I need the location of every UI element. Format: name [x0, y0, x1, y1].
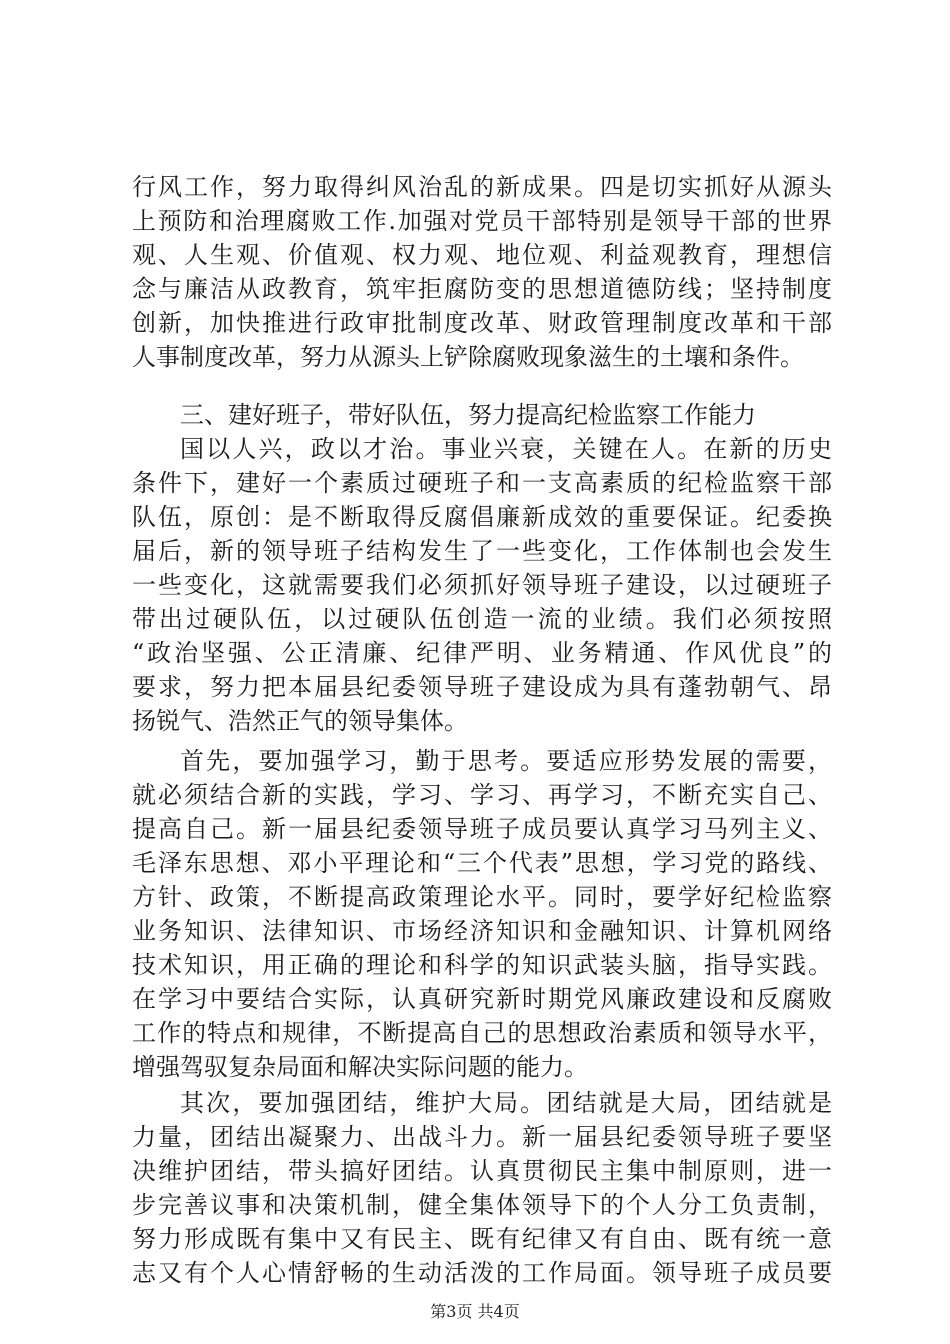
text-line: 条件下，建好一个素质过硬班子和一支高素质的纪检监察干部	[132, 469, 832, 497]
text-line: 要求，努力把本届县纪委领导班子建设成为具有蓬勃朝气、昂	[132, 673, 832, 701]
text-line: 队伍，原创：是不断取得反腐倡廉新成效的重要保证。纪委换	[132, 503, 832, 531]
text-line: “政治坚强、公正清廉、纪律严明、业务精通、作风优良”的	[132, 639, 832, 667]
text-line: 创新，加快推进行政审批制度改革、财政管理制度改革和干部	[132, 309, 832, 337]
text-line: 就必须结合新的实践，学习、学习、再学习，不断充实自己、	[132, 781, 832, 809]
text-line: 首先，要加强学习，勤于思考。要适应形势发展的需要，	[180, 747, 832, 775]
text-line: 其次，要加强团结，维护大局。团结就是大局，团结就是	[180, 1089, 832, 1117]
text-line: 行风工作，努力取得纠风治乱的新成果。四是切实抓好从源头	[132, 173, 832, 201]
text-line: 国以人兴，政以才治。事业兴衰，关键在人。在新的历史	[180, 435, 832, 463]
text-line: 步完善议事和决策机制，健全集体领导下的个人分工负责制，	[132, 1191, 832, 1219]
text-line: 努力形成既有集中又有民主、既有纪律又有自由、既有统一意	[132, 1225, 832, 1253]
text-line: 业务知识、法律知识、市场经济知识和金融知识、计算机网络	[132, 917, 832, 945]
text-line: 毛泽东思想、邓小平理论和“三个代表”思想，学习党的路线、	[132, 849, 832, 877]
text-line: 在学习中要结合实际，认真研究新时期党风廉政建设和反腐败	[132, 985, 832, 1013]
text-line: 带出过硬队伍，以过硬队伍创造一流的业绩。我们必须按照	[132, 605, 832, 633]
text-line: 提高自己。新一届县纪委领导班子成员要认真学习马列主义、	[132, 815, 832, 843]
text-line: 上预防和治理腐败工作.加强对党员干部特别是领导干部的世界	[132, 207, 832, 235]
page-number-footer: 第3页 共4页	[430, 1302, 520, 1321]
text-line: 念与廉洁从政教育，筑牢拒腐防变的思想道德防线；坚持制度	[132, 275, 832, 303]
text-line: 力量，团结出凝聚力、出战斗力。新一届县纪委领导班子要坚	[132, 1123, 832, 1151]
section-heading: 三、建好班子，带好队伍，努力提高纪检监察工作能力	[180, 401, 756, 429]
text-line: 届后，新的领导班子结构发生了一些变化，工作体制也会发生	[132, 537, 832, 565]
text-line: 观、人生观、价值观、权力观、地位观、利益观教育，理想信	[132, 241, 832, 269]
text-line: 人事制度改革，努力从源头上铲除腐败现象滋生的土壤和条件。	[132, 343, 804, 371]
text-line: 工作的特点和规律，不断提高自己的思想政治素质和领导水平，	[132, 1019, 832, 1047]
text-line: 增强驾驭复杂局面和解决实际问题的能力。	[132, 1053, 588, 1081]
text-line: 志又有个人心情舒畅的生动活泼的工作局面。领导班子成员要	[132, 1259, 832, 1287]
text-line: 一些变化，这就需要我们必须抓好领导班子建设，以过硬班子	[132, 571, 832, 599]
text-line: 技术知识，用正确的理论和科学的知识武装头脑，指导实践。	[132, 951, 832, 979]
text-line: 决维护团结，带头搞好团结。认真贯彻民主集中制原则，进一	[132, 1157, 832, 1185]
text-line: 方针、政策，不断提高政策理论水平。同时，要学好纪检监察	[132, 883, 832, 911]
text-line: 扬锐气、浩然正气的领导集体。	[132, 707, 468, 735]
